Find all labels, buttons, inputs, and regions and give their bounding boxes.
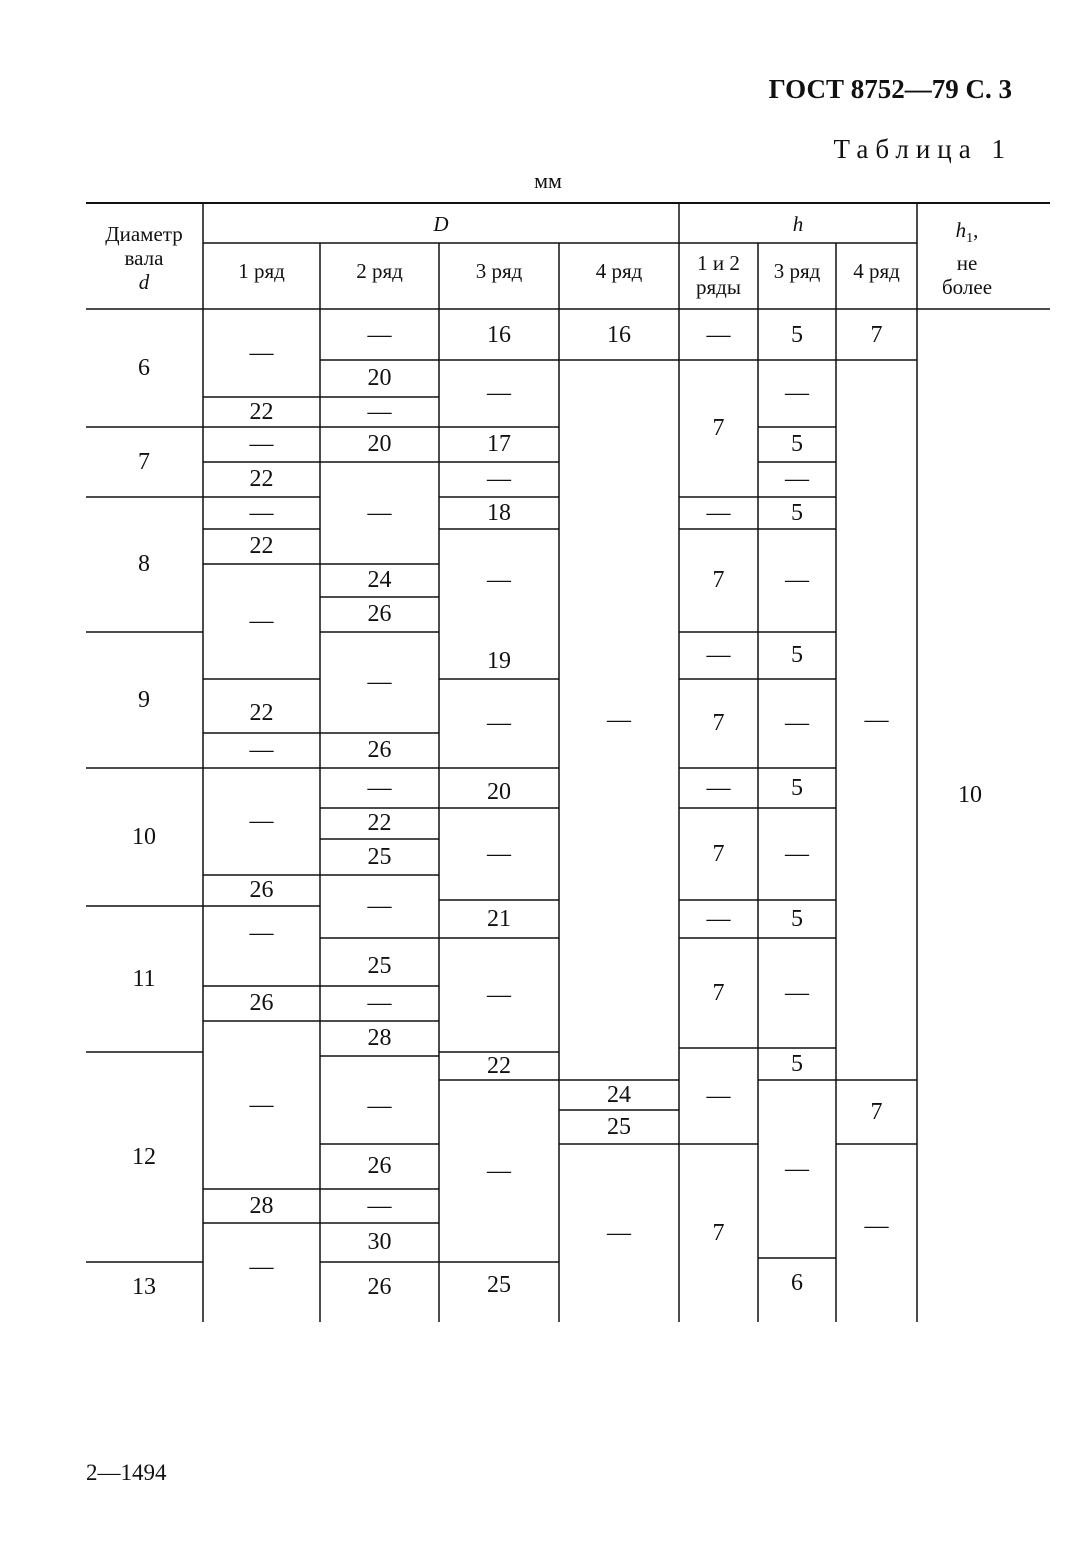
D-row3-cell: 19 — [487, 648, 511, 674]
D-row2-cell: — — [367, 774, 392, 801]
D-row2-cell: 20 — [367, 431, 392, 457]
D-row1-cell: 26 — [249, 990, 274, 1016]
D-row3-cell: — — [487, 710, 511, 736]
d-cell: 10 — [132, 823, 156, 850]
D-row4-cell: 16 — [607, 321, 631, 348]
table-label: Таблица 1 — [833, 134, 1012, 164]
h-row3-cell: 5 — [791, 321, 803, 348]
D-row3-cell: — — [487, 380, 511, 406]
D-row1-cell: — — [249, 737, 274, 763]
header-shaft-diameter: Диаметр вала d — [105, 222, 183, 294]
D-row2-cell: 25 — [367, 843, 392, 870]
D-row2-cell: 26 — [367, 737, 392, 763]
D-row2-cell: — — [367, 990, 392, 1016]
D-row3-cell: — — [487, 567, 511, 593]
h-row3-cell: 5 — [791, 642, 803, 668]
D-row2-cell: — — [367, 1192, 392, 1219]
d-cell: 7 — [138, 448, 150, 475]
D-row4-cell: 24 — [607, 1081, 631, 1108]
D-row2-cell: 24 — [367, 567, 392, 593]
D-row1-cell: — — [249, 808, 274, 834]
D-row4-cell: — — [607, 1219, 631, 1246]
D-row2-cell: 30 — [367, 1229, 392, 1255]
h-rows12-cell: — — [706, 905, 731, 932]
D-row1-cell: 22 — [249, 398, 274, 425]
D-row2-cell: — — [367, 893, 392, 919]
h-row4-cell: — — [864, 1212, 889, 1239]
D-row1-cell: — — [249, 1254, 274, 1280]
D-row2-cell: — — [367, 499, 392, 526]
D-row3-cell: 16 — [487, 321, 511, 348]
h-row3-cell: 5 — [791, 1050, 803, 1077]
D-row2-cell: — — [367, 669, 392, 695]
header-D-row3: 3 ряд — [475, 259, 523, 283]
D-row2-cell: 22 — [367, 810, 392, 836]
D-row1-cell: — — [249, 1091, 274, 1118]
header-D-row1: 1 ряд — [238, 259, 285, 283]
h-row3-cell: — — [785, 840, 809, 867]
h-row3-cell: 6 — [791, 1269, 803, 1296]
D-row2-cell: 26 — [367, 1153, 392, 1179]
header-h-row3: 3 ряд — [773, 259, 821, 283]
h-row3-cell: — — [785, 567, 809, 593]
h1-value: 10 — [958, 781, 982, 808]
header-h1-not-more: $h_1$, не более — [941, 218, 993, 300]
h-rows12-cell: — — [706, 774, 731, 801]
header-h-rows-1-2: 1 и 2 ряды — [696, 251, 741, 299]
D-row2-cell: — — [367, 398, 392, 425]
units-label: мм — [534, 168, 562, 193]
D-row3-cell: 21 — [487, 905, 511, 932]
h-row3-cell: 5 — [791, 905, 803, 932]
header-D-row2: 2 ряд — [356, 259, 403, 283]
D-row2-cell: 26 — [367, 1273, 392, 1300]
D-row3-cell: 22 — [487, 1052, 511, 1079]
D-row2-cell: 25 — [367, 953, 392, 979]
h-row3-cell: — — [785, 380, 809, 406]
h-rows12-cell: 7 — [712, 567, 725, 593]
D-row4-cell: 25 — [607, 1113, 631, 1140]
D-row1-cell: 28 — [249, 1192, 274, 1219]
page-header: ГОСТ 8752—79 С. 3 — [768, 74, 1012, 104]
D-row3-cell: 25 — [487, 1271, 511, 1298]
D-row2-cell: — — [367, 1092, 392, 1119]
D-row1-cell: 22 — [249, 466, 274, 492]
d-cell: 9 — [138, 686, 150, 713]
h-row3-cell: 5 — [791, 499, 803, 526]
D-row3-cell: — — [487, 1157, 511, 1184]
D-row3-cell: — — [487, 840, 511, 867]
header-h: h — [792, 212, 804, 236]
D-row2-cell: 26 — [367, 601, 392, 627]
D-row1-cell: — — [249, 920, 274, 946]
D-row1-cell: 22 — [249, 699, 274, 726]
h-row3-cell: 5 — [791, 431, 803, 457]
D-row1-cell: 22 — [249, 533, 274, 559]
h-rows12-cell: — — [706, 1082, 731, 1109]
h-rows12-cell: 7 — [712, 1219, 725, 1246]
d-cell: 12 — [132, 1143, 156, 1170]
h-rows12-cell: — — [706, 642, 731, 668]
h-rows12-cell: — — [706, 321, 731, 348]
D-row2-cell: 20 — [367, 365, 392, 391]
D-row1-cell: — — [249, 431, 274, 457]
h-rows12-cell: 7 — [712, 840, 725, 867]
D-row2-cell: 28 — [367, 1025, 392, 1051]
h-row4-cell: 7 — [870, 321, 883, 348]
h-row4-cell: — — [864, 706, 889, 733]
h-rows12-cell: 7 — [712, 415, 725, 441]
D-row3-cell: 18 — [487, 499, 511, 526]
d-cell: 11 — [132, 965, 156, 992]
D-row4-cell: — — [607, 706, 631, 733]
h-rows12-cell: — — [706, 499, 731, 526]
D-row3-cell: 20 — [487, 779, 511, 805]
h-row3-cell: — — [785, 466, 809, 492]
D-row2-cell: — — [367, 321, 392, 348]
D-row1-cell: — — [249, 340, 274, 366]
header-D: D — [433, 212, 449, 236]
h-row3-cell: 5 — [791, 774, 803, 801]
h-row4-cell: 7 — [870, 1098, 883, 1125]
d-cell: 13 — [132, 1273, 156, 1300]
d-cell: 8 — [138, 551, 150, 577]
footer-code: 2—1494 — [86, 1460, 167, 1485]
h-rows12-cell: 7 — [712, 710, 725, 736]
D-row1-cell: 26 — [249, 877, 274, 903]
header-h-row4: 4 ряд — [853, 259, 900, 283]
d-cell: 6 — [138, 355, 150, 381]
h-row3-cell: — — [785, 710, 809, 736]
h-row3-cell: — — [785, 1155, 809, 1182]
D-row3-cell: — — [487, 981, 511, 1008]
h-rows12-cell: 7 — [712, 979, 725, 1006]
header-D-row4: 4 ряд — [595, 259, 643, 283]
D-row3-cell: — — [487, 466, 511, 492]
D-row1-cell: — — [249, 499, 274, 526]
D-row3-cell: 17 — [487, 431, 511, 457]
D-row1-cell: — — [249, 608, 274, 634]
h-row3-cell: — — [785, 979, 809, 1006]
